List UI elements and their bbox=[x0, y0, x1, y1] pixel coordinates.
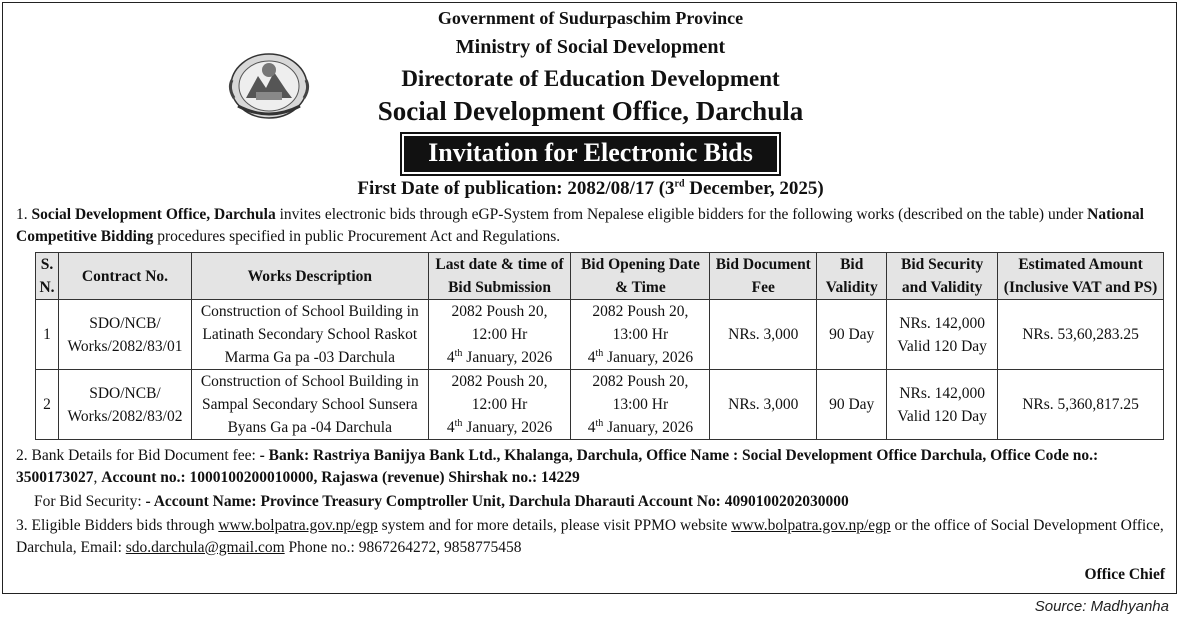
source-credit: Source: Madhyanha bbox=[1034, 598, 1169, 615]
cell-security: NRs. 142,000 Valid 120 Day bbox=[887, 300, 998, 370]
table-row bbox=[36, 370, 1164, 440]
cell-fee: NRs. 3,000 bbox=[710, 370, 817, 440]
paragraph-3-eligibility: 3. Eligible Bidders bids through www.bolpatra.gov.np/egp system and for more details, please visit PPMO website www.bolpatra.gov.np/egp or the office of Social Development Office, Darchula, Email: sdo.darchula@gmail.com Phone no.: 9867264272, 9858775458 bbox=[16, 517, 1164, 556]
header-ministry: Ministry of Social Development bbox=[455, 36, 726, 58]
cell-last-date: 2082 Poush 20, 12:00 Hr 4th January, 2026 bbox=[428, 300, 571, 370]
table-row bbox=[36, 300, 1164, 370]
egp-link[interactable]: www.bolpatra.gov.np/egp bbox=[218, 517, 378, 534]
header-government: Government of Sudurpaschim Province bbox=[437, 8, 744, 28]
paragraph-2-bank-details: 2. Bank Details for Bid Document fee: - Bank: Rastriya Banijya Bank Ltd., Khalanga, Darchula, Office Name : Social Development Office Darchula, Office Code no.: 3500173027, Account no.: 1000100200010000, Rajaswa (revenue) Shirshak no.: 14229 bbox=[16, 447, 1099, 486]
header-opening: Bid Opening Date & Time bbox=[571, 253, 710, 300]
cell-security: NRs. 142,000 Valid 120 Day bbox=[887, 370, 998, 440]
invitation-banner: Invitation for Electronic Bids bbox=[402, 134, 779, 174]
paragraph-1: 1. Social Development Office, Darchula invites electronic bids through eGP-System from Nepalese eligible bidders for the following works (described on the table) under National Competitive Bidding procedures specified in public Procurement Act and Regulations. bbox=[16, 206, 1144, 245]
cell-contract: SDO/NCB/ Works/2082/83/01 bbox=[58, 300, 191, 370]
office-chief-signature: Office Chief bbox=[1084, 566, 1165, 583]
header-security: Bid Security and Validity bbox=[887, 253, 998, 300]
header-sn: S. N. bbox=[36, 253, 59, 300]
paragraph-bid-security: For Bid Security: - Account Name: Province Treasury Comptroller Unit, Darchula Dharauti Account No: 4090100202030000 bbox=[34, 493, 849, 510]
header-works: Works Description bbox=[191, 253, 428, 300]
cell-opening: 2082 Poush 20, 13:00 Hr 4th January, 2026 bbox=[571, 370, 710, 440]
header-last-date: Last date & time of Bid Submission bbox=[428, 253, 571, 300]
publication-date: First Date of publication: 2082/08/17 (3rd December, 2025) bbox=[357, 178, 824, 199]
cell-validity: 90 Day bbox=[817, 300, 887, 370]
cell-contract: SDO/NCB/ Works/2082/83/02 bbox=[58, 370, 191, 440]
cell-sn: 2 bbox=[36, 370, 59, 440]
bids-table bbox=[35, 252, 1164, 440]
header-fee: Bid Document Fee bbox=[710, 253, 817, 300]
header-office: Social Development Office, Darchula bbox=[377, 96, 804, 126]
header-directorate: Directorate of Education Development bbox=[401, 66, 780, 91]
cell-amount: NRs. 53,60,283.25 bbox=[998, 300, 1164, 370]
header-contract: Contract No. bbox=[58, 253, 191, 300]
cell-last-date: 2082 Poush 20, 12:00 Hr 4th January, 2026 bbox=[428, 370, 571, 440]
cell-opening: 2082 Poush 20, 13:00 Hr 4th January, 2026 bbox=[571, 300, 710, 370]
cell-works: Construction of School Building in Sampal Secondary School Sunsera Byans Ga pa -04 Darchula bbox=[191, 370, 428, 440]
header-validity: Bid Validity bbox=[817, 253, 887, 300]
cell-works: Construction of School Building in Latinath Secondary School Raskot Marma Ga pa -03 Darchula bbox=[191, 300, 428, 370]
email-link[interactable]: sdo.darchula@gmail.com bbox=[125, 539, 285, 556]
ppmo-link[interactable]: www.bolpatra.gov.np/egp bbox=[731, 517, 891, 534]
table-header-row bbox=[36, 253, 1164, 300]
cell-fee: NRs. 3,000 bbox=[710, 300, 817, 370]
header-amount: Estimated Amount (Inclusive VAT and PS) bbox=[998, 253, 1164, 300]
cell-validity: 90 Day bbox=[817, 370, 887, 440]
cell-sn: 1 bbox=[36, 300, 59, 370]
cell-amount: NRs. 5,360,817.25 bbox=[998, 370, 1164, 440]
